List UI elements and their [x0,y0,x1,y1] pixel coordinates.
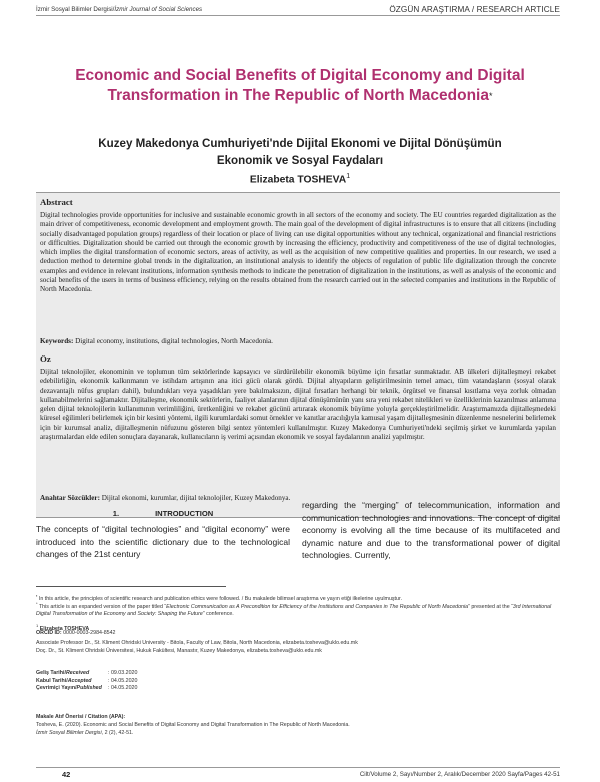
abstract-keywords [40,337,556,345]
orcid-label: ORCID ID: [36,630,62,636]
affiliation-en: Associate Professor Dr., St. Kliment Ohridski University - Bitola, Faculty of Law, Bitola, North Macedonia, elizabeta.tosheva@uklo.edu.mk [36,640,358,646]
intro-right-column: regarding the “merging” of telecommunication, information and communication technologies and innovations. The concept of digital economy is evolving all the time because of its multifaceted and dynamic nature and due to the transformational power of digital technologies. Currently, [302,500,560,561]
article-type: ÖZGÜN ARAŞTIRMA / RESEARCH ARTICLE [389,5,560,14]
section-title: INTRODUCTION [155,509,214,518]
date-published-label: Çevrimiçi Yayın/ [36,685,77,692]
affiliation-tr: Doç. Dr., St. Kliment Ohridski Üniversitesi, Hukuk Fakültesi, Manastır, Kuzey Makedonya, elizabeta.tosheva@uklo.edu.mk [36,648,322,654]
star-prefix: This article is an expanded version of the paper titled “ [37,603,167,610]
oz-text: Dijital teknolojiler, ekonominin ve toplumun tüm sektörlerinde kapsayıcı ve sürdürülebilir ekonomik büyüme için fırsatlar sunmaktadır. AB ülkeleri dijitalleşmeyi rekabet edebilirliğin, ekonomik kalkınmanın ve istihdam artışının ana itici gücü olarak gördü. Dijital altyapıların geliştirilmesinin temel amacı, tüm vatandaşların (sosyal olarak dezavantajlı nüfus grupları dahil), bulundukları veya yaşadıkları yere bakılmaksızın, dijital fırsatları herhangi bir teknik, örgütsel ve finansal kısıtlama veya zorluk olmadan kullanabilmelerini sağlamaktır. Dijitalleşme, ekonomik sektörlerin, faaliyet alanlarının dijital dönüşümünün yanı sıra yeni rekabet nitelikleri ve özelliklerinin kazanılması anlamına gelen dijital teknolojilerin kullanımının verimliliğini, üretkenliğini ve rekabet gücünü artırarak ekonomik büyüme yoluyla gerçekleştirilmelidir. Araştırmamızda dijitalleşmedeki küresel eğilimleri belirlemek için bir kesinti yöntemi, ilgili kurumlardaki somut örnekler ve kanıtlar aracılığıyla kamusal yaşam dijitalleşmesinin düzenlenme nesnelerini belirlemek için bir kurumsal analiz, dijitalleşmenin nüfuzunu gösteren bilgi sentez yöntemleri kullanılmıştır. Kuzey Makedonya Cumhuriyeti'ndeki seçilmiş şirket ve kurumlarda yapılan araştırmalardan elde edilen sonuçlara dayanarak, kullanıcıların iş verimi açısından ekonomik ve sosyal faydalarının analizi yapılmıştır. [40,368,556,441]
date-accepted [36,678,137,686]
anahtar-sozcukler-value: Dijital ekonomi, kurumlar, dijital teknolojiler, Kuzey Makedonya. [99,494,291,502]
dates-block [36,670,137,693]
date-published [36,685,137,693]
ethics-mark: ▪ [36,593,38,598]
journal-name-tr: İzmir Sosyal Bilimler Dergisi [36,6,113,13]
author-name: Elizabeta TOSHEVA [249,174,347,186]
date-published-value: : 04.05.2020 [108,685,138,692]
citation-label-text: Makale Atıf Önerisi / Citation (APA): [36,714,126,720]
keywords-value: Digital economy, institutions, digital technologies, North Macedonia. [73,337,273,345]
introduction-heading [36,509,290,518]
star-mid: ” presented at the “ [468,603,513,610]
footnote-expanded-version [36,600,560,618]
keywords-label: Keywords: [40,337,74,345]
issue-info: Cilt/Volume 2, Sayı/Number 2, Aralık/December 2020 Sayfa/Pages 42-51 [359,771,560,778]
date-received [36,670,137,678]
orcid-value: 0000-0003-2984-8542 [61,630,116,636]
title-footnote-mark: * [488,91,493,101]
citation-journal: İzmir Sosyal Bilimler Dergisi [36,730,102,736]
citation-label [36,714,560,721]
date-received-label: Geliş Tarihi/ [36,670,66,676]
star-suffix: ” conference. [202,610,234,617]
anahtar-sozcukler-label: Anahtar Sözcükler: [40,494,100,502]
footnote-divider [36,586,226,587]
article-subtitle: Kuzey Makedonya Cumhuriyeti'nde Dijital Ekonomi ve Dijital Dönüşümün Ekonomik ve Sosyal Faydaları [98,137,502,167]
abstract-heading: Abstract [40,197,73,207]
intro-left-column: The concepts of “digital technologies” and “digital economy” were introduced into the scientific dictionary due to the technological changes of the 21st century [36,524,290,560]
author-footnote-mark: 1 [346,173,351,180]
paper-title: Electronic Communication as A Precondition for Efficiency of the Institutions and Companies in The Republic of North Macedonia [166,603,469,610]
abstract-text: Digital technologies provide opportunities for inclusive and sustainable economic growth in all sectors of the economy and society. The EU countries regarded digitalization as the main driver of competitiveness, economic development and employment growth. The main goal of the development of digital infrastructures is to ensure that all citizens (including socially disadvantaged population groups) regardless of their location or place of living can use digital opportunities without any technical, organizational and financial restrictions or difficulties. Digitalization should be carried out through the economic growth by increasing the efficiency, productivity and competitiveness of the use of digital technologies, which implies the digital transformation of economic sectors, areas of activity, as well as the acquisition of new competitive qualities and properties. In our research, we used a deduction method to determine global trends in the digitalization, an institutional analysis to identify the objects of regulation of public life digitalization through the concrete examples and evidence in relevant institutions, information synthesis methods to indicate the penetration of digitalization in the institutions, as well as analysis of the economic and social benefits of the users in terms of business efficiency, relying on the results obtained from the research carried out in the selected companies and institutions in the Republic of North Macedonia. [40,211,556,293]
date-accepted-label: Kabul Tarihi/ [36,677,68,684]
oz-heading: Öz [40,354,51,364]
citation-journal-line [36,730,560,737]
author-fn-mark: 1 [36,623,39,628]
citation-text: Tosheva, E. (2020). Economic and Social Benefits of Digital Economy and Digital Transformation in The Republic of North Macedonia. [36,722,350,728]
header-divider [36,15,560,16]
footer-divider [36,767,560,768]
journal-header: İzmir Sosyal Bilimler Dergisi/İzmir Journal of Social Sciences [36,6,203,13]
page-number: 42 [62,770,71,779]
citation-volume: , 2 (2), 42-51. [101,730,134,736]
journal-name-en: İzmir Journal of Social Sciences [114,6,203,13]
date-accepted-value: : 04.05.2020 [108,677,138,684]
article-title-text: Economic and Social Benefits of Digital Economy and Digital Transformation in The Republic of North Macedonia [75,67,525,104]
author-fn-name: Elizabeta TOSHEVA [38,625,90,632]
section-number: 1. [112,509,120,518]
date-accepted-label-en: Accepted [67,677,92,684]
orcid-line [36,630,560,637]
author-line [0,173,600,185]
date-received-value: : 09.03.2020 [108,670,138,676]
conference-title: 3rd International Digital Transformation of the Economy and Society: Shaping the Future [36,603,552,617]
ethics-text: In this article, the principles of scientific research and publication ethics were followed. / Bu makalede bilimsel araştırma ve yayın etiği ilkelerine uyulmuştur. [38,595,402,602]
date-received-label-en: Received [65,670,90,676]
date-published-label-en: Published [76,685,102,692]
star-mark: * [36,601,38,606]
article-title [40,66,560,106]
